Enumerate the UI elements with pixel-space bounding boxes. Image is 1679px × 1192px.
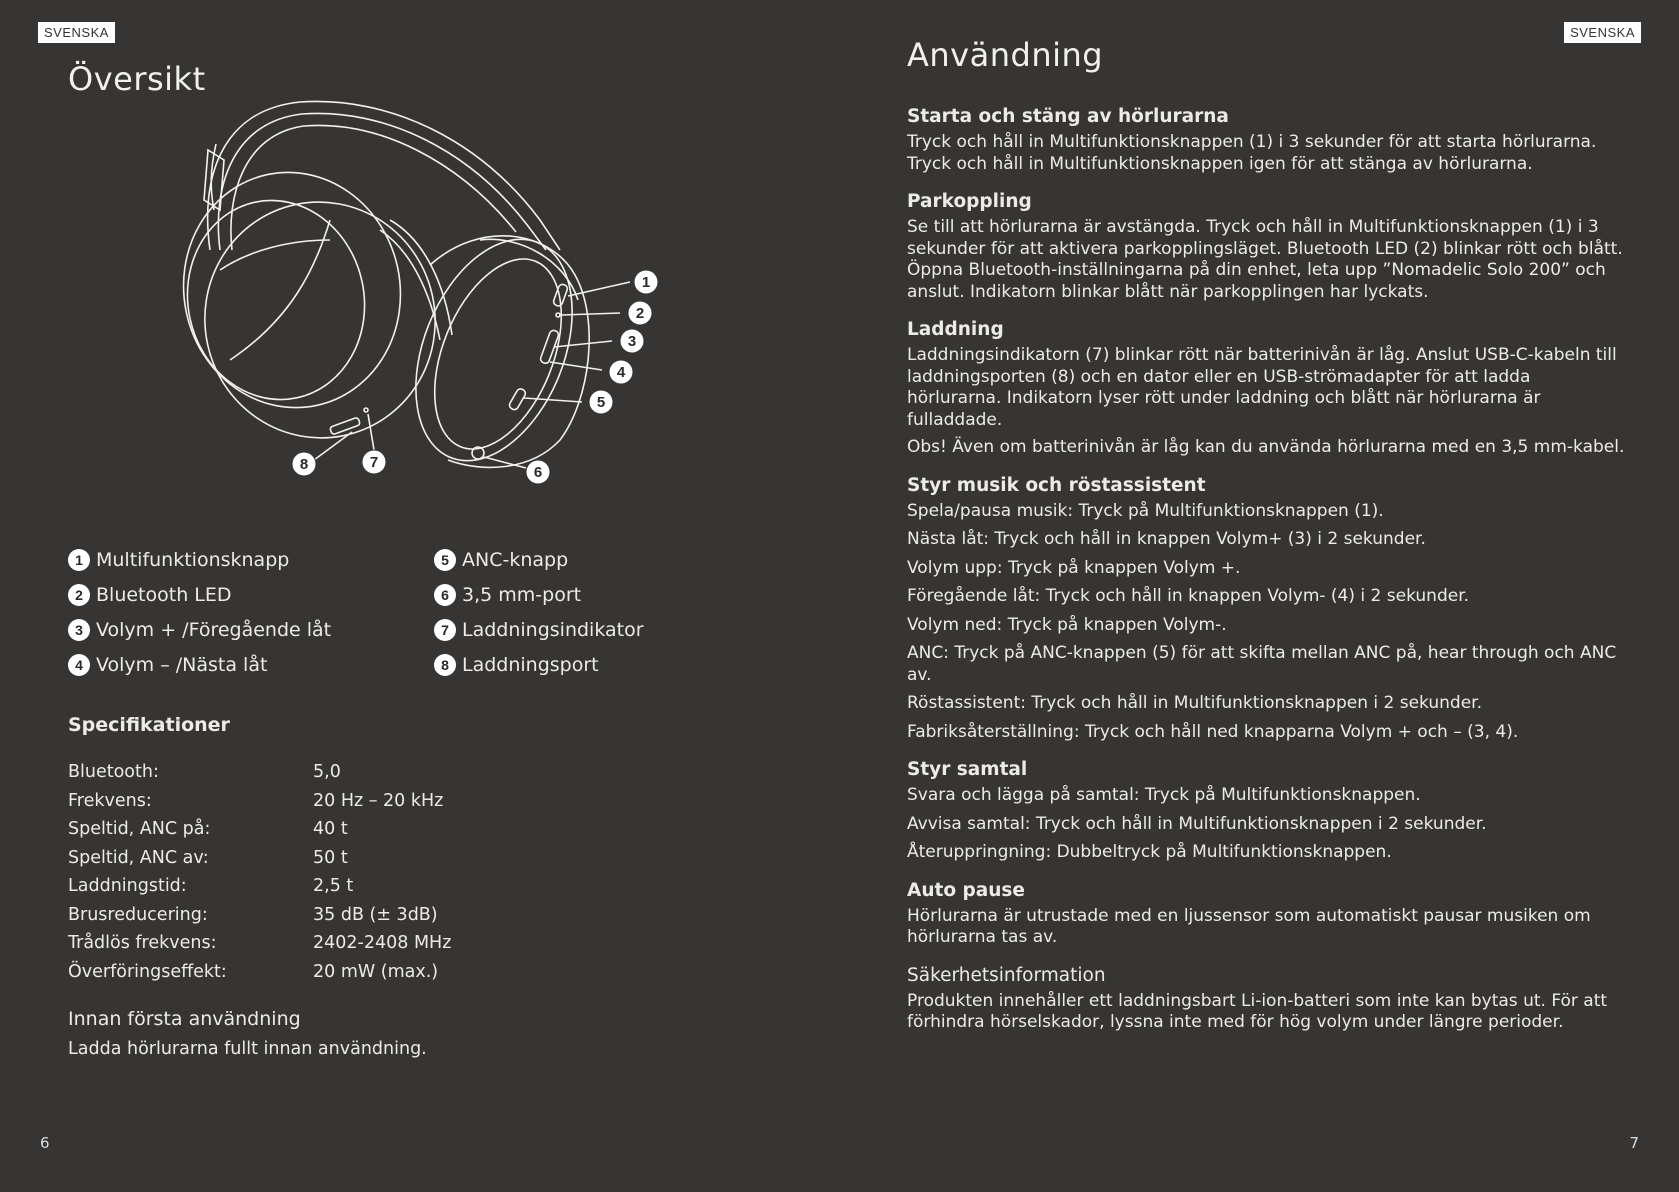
spec-value: 50 t [313,847,348,868]
section-pairing [907,189,1627,303]
section-safety [907,963,1627,1034]
legend-label: Laddningsindikator [462,618,644,641]
spec-key: Speltid, ANC på: [68,819,211,840]
legend-number: 8 [434,654,456,676]
section-text: Hörlurarna är utrustade med en ljussensor som automatiskt pausar musiken om hörlurarna tas av. [907,905,1591,947]
section-text: Produkten innehåller ett laddningsbart Li-ion-batteri som inte kan bytas ut. För att förhindra hörselskador, lyssna inte med för hög volym under längre perioder. [907,990,1608,1032]
list-item: Nästa låt: Tryck och håll in knappen Volym+ (3) i 2 sekunder. [907,529,1426,549]
legend-item [434,548,708,571]
spec-value: 5,0 [313,762,341,783]
section-title: Styr samtal [907,759,1028,780]
page-number: 6 [40,1134,50,1152]
spec-value: 2402-2408 MHz [313,933,452,954]
callout-2: 2 [635,305,645,322]
callout-5: 5 [596,394,606,411]
section-title: Parkoppling [907,191,1032,212]
page-number: 7 [1629,1134,1639,1152]
page-title: Användning [907,36,1104,74]
callout-4: 4 [616,364,626,381]
callout-7: 7 [369,454,379,471]
legend-number: 7 [434,619,456,641]
legend-label: ANC-knapp [462,548,569,571]
spec-value: 20 Hz – 20 kHz [313,790,444,811]
list-item: Volym upp: Tryck på knappen Volym +. [907,557,1241,578]
legend-item [434,618,708,641]
legend-label: Multifunktionsknapp [96,548,290,571]
table-row [68,815,451,844]
spec-key: Överföringseffekt: [68,961,227,982]
legend-number: 5 [434,549,456,571]
legend-number: 6 [434,584,456,606]
spec-key: Brusreducering: [68,904,208,925]
list-item: Spela/pausa musik: Tryck på Multifunktionsknappen (1). [907,500,1384,521]
table-row [68,787,451,816]
section-text: Se till att hörlurarna är avstängda. Tryck och håll in Multifunktionsknappen (1) i 3 sekunder för att aktivera parkopplingsläget. Bluetooth LED (2) blinkar rött och blått. Öppna Bluetooth-inställningarna på din enhet, leta upp ”Nomadelic Solo 200” och anslut. Indikatorn blinkar blått när parkopplingen har lyckats. [907,217,1623,302]
legend-number: 2 [68,584,90,606]
section-auto-pause [907,878,1627,949]
specifications-title: Specifikationer [68,714,230,736]
legend-label: 3,5 mm-port [462,583,582,606]
section-text: Laddningsindikatorn (7) blinkar rött när batterinivån är låg. Anslut USB-C-kabeln till laddningsporten (8) och en dator eller en USB-strömadapter för att ladda hörlurarna. Indikatorn lyser rött under laddning och blått när hörlurarna är fulladdade. [907,345,1617,430]
section-note: Obs! Även om batterinivån är låg kan du använda hörlurarna med en 3,5 mm-kabel. [907,437,1625,457]
callout-3: 3 [627,333,637,350]
list-item: ANC: Tryck på ANC-knappen (5) för att skifta mellan ANC på, hear through och ANC av. [907,643,1617,685]
parts-legend [68,548,708,676]
specifications-table [68,758,451,986]
spec-value: 2,5 t [313,876,354,897]
legend-label: Bluetooth LED [96,583,232,606]
list-item: Röstassistent: Tryck och håll in Multifunktionsknappen i 2 sekunder. [907,693,1483,713]
list-item: Avvisa samtal: Tryck och håll in Multifunktionsknappen i 2 sekunder. [907,813,1487,834]
legend-item [68,653,434,676]
table-row [68,901,451,930]
language-tag: SVENSKA [1564,22,1641,43]
section-title: Auto pause [907,879,1025,901]
callout-1: 1 [641,274,651,291]
legend-item [434,583,708,606]
legend-number: 3 [68,619,90,641]
list-item: Fabriksåterställning: Tryck och håll ned knapparna Volym + och – (3, 4). [907,721,1519,742]
callout-markers [292,270,658,484]
spec-key: Laddningstid: [68,876,187,897]
first-use-title: Innan första användning [68,1008,301,1030]
legend-number: 4 [68,654,90,676]
section-title: Laddning [907,319,1004,340]
callout-8: 8 [299,456,309,473]
section-call-control [907,757,1627,864]
legend-item [434,653,708,676]
legend-label: Volym – /Nästa låt [96,653,268,676]
spec-value: 40 t [313,819,348,840]
list-item: Volym ned: Tryck på knappen Volym-. [907,614,1227,635]
section-power [907,104,1627,175]
page-title: Översikt [68,60,206,98]
list-item: Föregående låt: Tryck och håll in knappen Volym- (4) i 2 sekunder. [907,586,1470,606]
right-page [840,0,1679,1192]
spec-key: Speltid, ANC av: [68,847,209,868]
legend-number: 1 [68,549,90,571]
section-charging [907,317,1627,459]
section-title: Starta och stäng av hörlurarna [907,106,1229,127]
legend-label: Volym + /Föregående låt [96,618,332,641]
language-tag: SVENSKA [38,22,115,43]
first-use-text: Ladda hörlurarna fullt innan användning. [68,1039,427,1059]
table-row [68,872,451,901]
spec-key: Bluetooth: [68,762,159,783]
list-item: Svara och lägga på samtal: Tryck på Multifunktionsknappen. [907,785,1421,805]
legend-label: Laddningsport [462,653,599,676]
spec-key: Trådlös frekvens: [68,933,217,954]
section-music-control [907,473,1627,744]
legend-item [68,548,434,571]
legend-item [68,583,434,606]
section-title: Säkerhetsinformation [907,964,1106,986]
spec-value: 35 dB (± 3dB) [313,904,438,925]
callout-6: 6 [533,464,543,481]
table-row [68,958,451,987]
table-row [68,929,451,958]
spec-value: 20 mW (max.) [313,961,439,982]
headphones-illustration [180,100,720,520]
section-title: Styr musik och röstassistent [907,474,1206,496]
legend-item [68,618,434,641]
table-row [68,844,451,873]
list-item: Återuppringning: Dubbeltryck på Multifunktionsknappen. [907,842,1392,862]
spec-key: Frekvens: [68,790,152,811]
table-row [68,758,451,787]
section-text: Tryck och håll in Multifunktionsknappen (1) i 3 sekunder för att starta hörlurarna. Tryck och håll in Multifunktionsknappen igen för att stänga av hörlurarna. [907,132,1597,174]
usage-content [907,104,1627,1048]
